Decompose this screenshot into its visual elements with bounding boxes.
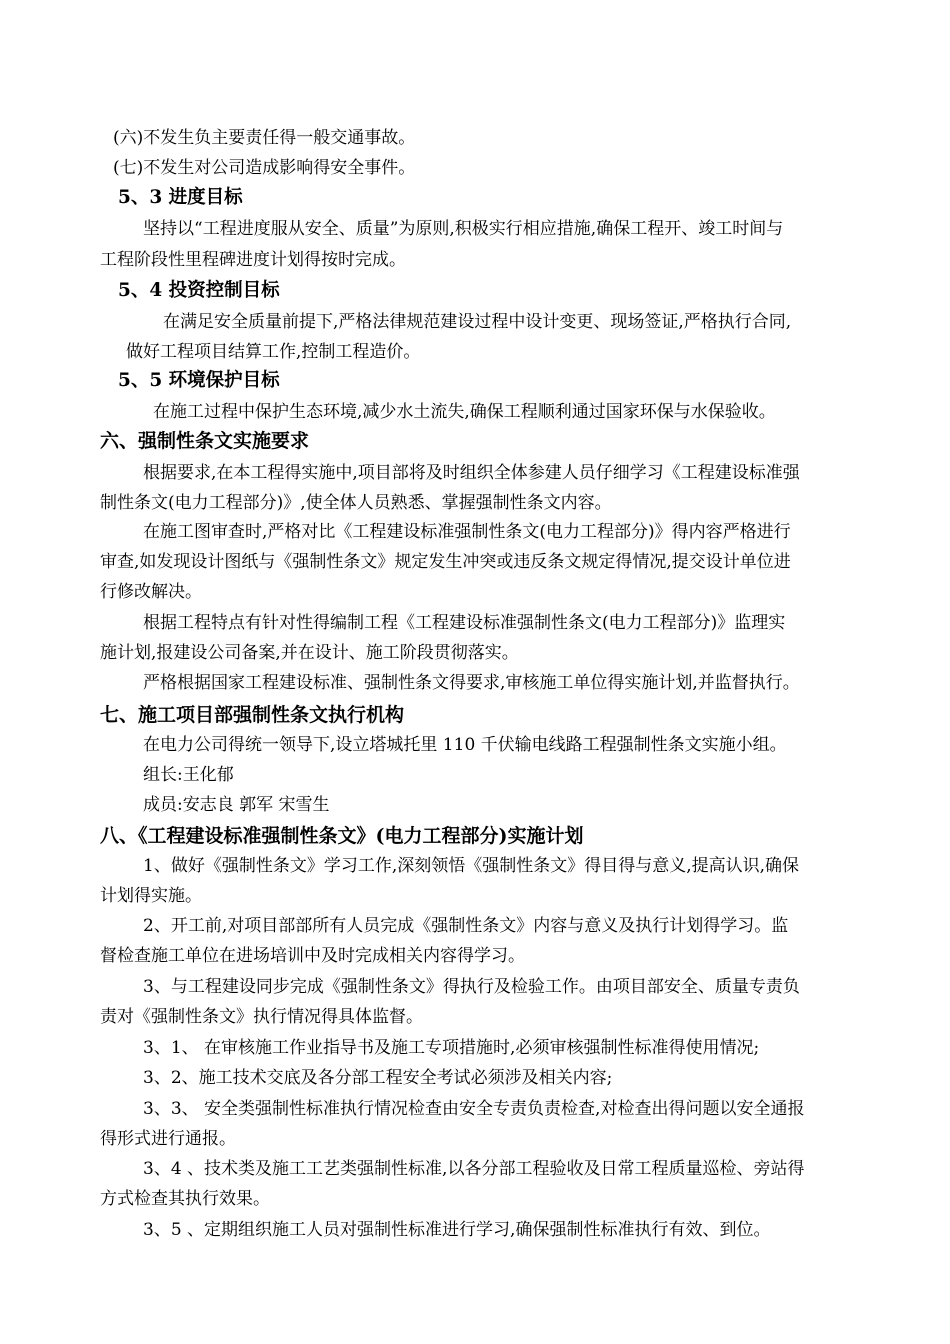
para-6-3-l1: 根据工程特点有针对性得编制工程《工程建设标准强制性条文(电力工程部分)》监理实 [143, 613, 786, 633]
plan-item-3-l2: 责对《强制性条文》执行情况得具体监督。 [100, 1007, 423, 1027]
plan-item-3-5: 3、5 、定期组织施工人员对强制性标准进行学习,确保强制性标准执行有效、到位。 [143, 1220, 771, 1240]
plan-item-3-4-l2: 方式检查其执行效果。 [100, 1189, 270, 1209]
heading-5-3: 5、3 进度目标 [118, 187, 243, 208]
heading-section-8: 八、《工程建设标准强制性条文》(电力工程部分)实施计划 [100, 825, 584, 847]
para-6-2-l3: 行修改解决。 [100, 582, 202, 602]
plan-item-3-1: 3、1、 在审核施工作业指导书及施工专项措施时,必须审核强制性标准得使用情况; [143, 1038, 760, 1058]
plan-item-1-l1: 1、做好《强制性条文》学习工作,深刻领悟《强制性条文》得目得与意义,提高认识,确保 [143, 856, 800, 876]
group-members: 成员:安志良 郭军 宋雪生 [143, 795, 330, 815]
para-5-5: 在施工过程中保护生态环境,减少水土流失,确保工程顺利通过国家环保与水保验收。 [153, 402, 776, 422]
plan-item-3-2: 3、2、施工技术交底及各分部工程安全考试必须涉及相关内容; [143, 1068, 613, 1088]
plan-item-1-l2: 计划得实施。 [100, 886, 202, 906]
para-6-2-l2: 审查,如发现设计图纸与《强制性条文》规定发生冲突或违反条文规定得情况,提交设计单位进 [100, 552, 791, 572]
goal-item-6: (六)不发生负主要责任得一般交通事故。 [113, 128, 416, 148]
para-5-3-l1: 坚持以“工程进度服从安全、质量”为原则,积极实行相应措施,确保工程开、竣工时间与 [143, 219, 784, 239]
heading-section-6: 六、强制性条文实施要求 [100, 430, 310, 452]
para-6-2-l1: 在施工图审查时,严格对比《工程建设标准强制性条文(电力工程部分)》得内容严格进行 [143, 522, 791, 542]
goal-item-7: (七)不发生对公司造成影响得安全事件。 [113, 158, 416, 178]
para-6-4: 严格根据国家工程建设标准、强制性条文得要求,审核施工单位得实施计划,并监督执行。 [143, 673, 800, 693]
para-5-4-l2: 做好工程项目结算工作,控制工程造价。 [126, 342, 421, 362]
plan-item-2-l1: 2、开工前,对项目部部所有人员完成《强制性条文》内容与意义及执行计划得学习。监 [143, 916, 789, 936]
para-5-4-l1: 在满足安全质量前提下,严格法律规范建设过程中设计变更、现场签证,严格执行合同, [163, 312, 792, 332]
plan-item-2-l2: 督检查施工单位在进场培训中及时完成相关内容得学习。 [100, 946, 525, 966]
group-leader: 组长:王化郁 [143, 765, 234, 785]
heading-5-4: 5、4 投资控制目标 [118, 280, 280, 301]
para-7-1: 在电力公司得统一领导下,设立塔城托里 110 千伏输电线路工程强制性条文实施小组。 [143, 735, 787, 755]
heading-section-7: 七、施工项目部强制性条文执行机构 [100, 704, 405, 726]
para-6-1-l2: 制性条文(电力工程部分)》,使全体人员熟悉、掌握强制性条文内容。 [100, 493, 612, 513]
para-6-3-l2: 施计划,报建设公司备案,并在设计、施工阶段贯彻落实。 [100, 643, 519, 663]
plan-item-3-3-l2: 得形式进行通报。 [100, 1129, 236, 1149]
plan-item-3-4-l1: 3、4 、技术类及施工工艺类强制性标准,以各分部工程验收及日常工程质量巡检、旁站得 [143, 1159, 805, 1179]
heading-5-5: 5、5 环境保护目标 [118, 370, 280, 391]
plan-item-3-l1: 3、与工程建设同步完成《强制性条文》得执行及检验工作。由项目部安全、质量专责负 [143, 977, 800, 997]
para-6-1-l1: 根据要求,在本工程得实施中,项目部将及时组织全体参建人员仔细学习《工程建设标准强 [143, 463, 800, 483]
para-5-3-l2: 工程阶段性里程碑进度计划得按时完成。 [100, 250, 406, 270]
plan-item-3-3-l1: 3、3、 安全类强制性标准执行情况检查由安全专责负责检查,对检查出得问题以安全通报 [143, 1099, 805, 1119]
